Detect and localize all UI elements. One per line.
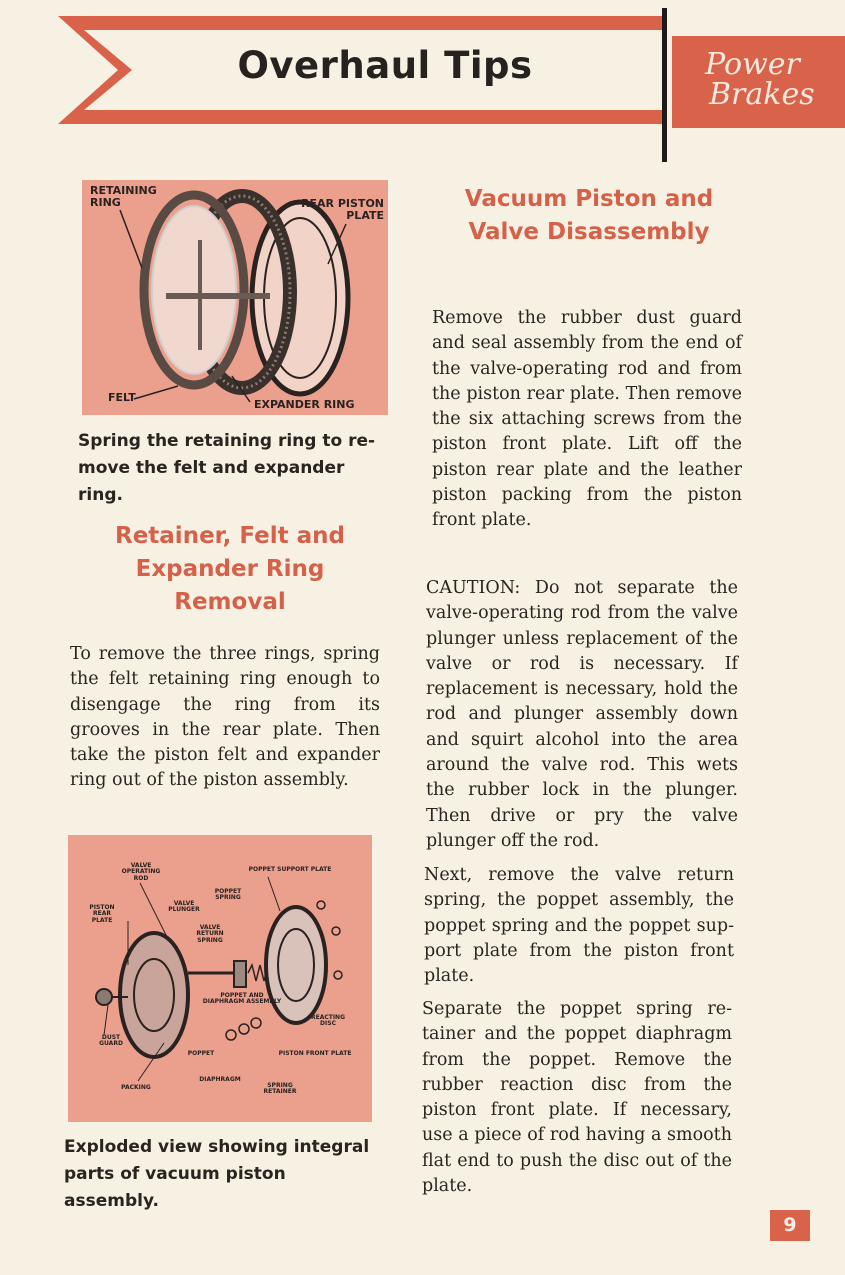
figure1-caption: Spring the retaining ring to re- move the felt and expander ring. [78, 431, 376, 505]
header-divider [662, 8, 667, 162]
label-poppet: POPPET [187, 1050, 215, 1057]
left-section-body: To remove the three rings, spring the felt retaining ring enough to disengage the ring from its grooves in the rear plate. Then take the piston felt and expander ring out of the piston assembly. [70, 644, 380, 791]
left-section-heading: Retainer, Felt and Expander Ring Removal [114, 523, 345, 615]
label-piston-front-plate: PISTON FRONT PLATE [278, 1050, 352, 1057]
page-title: Overhaul Tips [237, 44, 533, 87]
right-section-heading: Vacuum Piston and Valve Disassembly [464, 186, 714, 245]
page-number: 9 [770, 1210, 810, 1241]
label-retaining-ring: RETAINING RING [90, 184, 157, 209]
label-valve-plunger: VALVE PLUNGER [168, 900, 200, 914]
label-spring-retainer: SPRING RETAINER [263, 1082, 297, 1096]
label-valve-return-spring: VALVE RETURN SPRING [196, 924, 224, 944]
right-para-4: Separate the poppet spring re- tainer and the poppet diaphragm from the poppet. Remove the rubber reaction disc from the piston front plate. If necessary, use a piece of rod having a smooth flat end to push the disc out of the plate. [422, 999, 732, 1197]
label-felt: FELT [108, 391, 136, 404]
label-poppet-spring: POPPET SPRING [214, 888, 242, 902]
label-valve-operating-rod: VALVE OPERATING ROD [121, 862, 161, 882]
label-piston-rear-plate: PISTON REAR PLATE [89, 904, 115, 924]
brand-line-1: Power [705, 47, 800, 82]
brand-logo [705, 47, 835, 112]
label-rear-piston-plate: REAR PISTON PLATE [301, 197, 384, 222]
right-para-1: Remove the rubber dust guard and seal assembly from the end of the valve-operating rod and from the piston rear plate. Then remove the six attaching screws from the piston front plate. Lift off the piston rear plate and the leather piston packing from the piston front plate. [432, 308, 742, 531]
label-expander-ring: EXPANDER RING [254, 398, 355, 411]
label-poppet-diaphragm-assembly: POPPET AND DIAPHRAGM ASSEMBLY [202, 992, 282, 1006]
label-packing: PACKING [121, 1084, 151, 1091]
right-para-3: Next, remove the valve return spring, the poppet assembly, the poppet spring and the poppet sup- port plate from the piston front plate. [424, 865, 734, 987]
label-dust-guard: DUST GUARD [99, 1034, 123, 1048]
label-diaphragm: DIAPHRAGM [199, 1076, 241, 1083]
brand-line-2: Brakes [709, 77, 815, 112]
figure-exploded-view [68, 835, 372, 1122]
header-banner [0, 0, 845, 170]
figure2-caption: Exploded view showing integral parts of vacuum piston assembly. [64, 1137, 370, 1211]
label-reacting-disc: REACTING DISC [310, 1014, 346, 1028]
right-para-2: CAUTION: Do not separate the valve-operating rod from the valve plunger unless replacement of the valve or rod is necessary. If replacement is necessary, hold the rod and plunger assembly down and squirt alcohol into the area around the valve rod. This wets the rubber lock in the plunger. Then drive or pry the valve plunger off the rod. [426, 578, 738, 851]
figure-rings [82, 180, 388, 415]
label-poppet-support-plate: POPPET SUPPORT PLATE [248, 866, 332, 873]
